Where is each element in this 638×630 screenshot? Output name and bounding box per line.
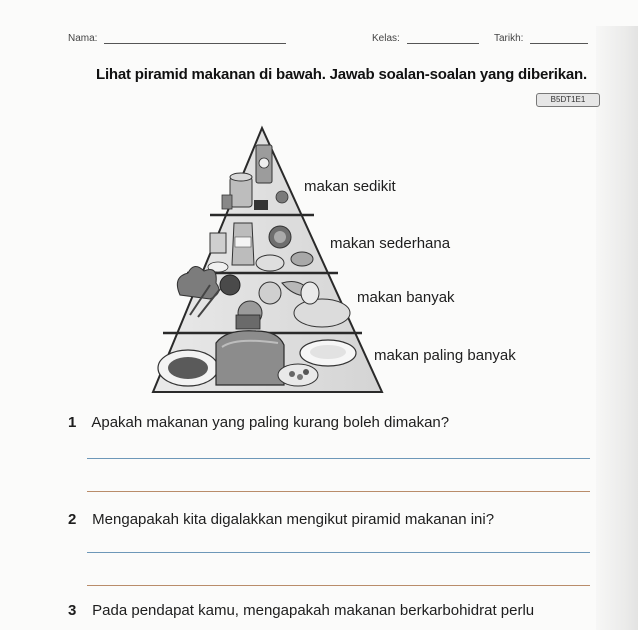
answer-line-1b[interactable] xyxy=(87,491,590,492)
answer-line-1a[interactable] xyxy=(87,458,590,459)
question-2-text: Mengapakah kita digalakkan mengikut piramid makanan ini? xyxy=(92,511,495,528)
instruction-text: Lihat piramid makanan di bawah. Jawab soalan-soalan yang diberikan. xyxy=(96,66,587,83)
answer-line-2a[interactable] xyxy=(87,552,590,553)
question-1-number: 1 xyxy=(68,414,77,431)
question-1 xyxy=(68,414,449,431)
name-line xyxy=(104,33,286,44)
level-label-1: makan sedikit xyxy=(304,178,396,195)
question-1-text: Apakah makanan yang paling kurang boleh dimakan? xyxy=(91,414,450,431)
class-field xyxy=(372,33,479,44)
question-2-number: 2 xyxy=(68,511,77,528)
name-label: Nama: xyxy=(68,33,98,44)
question-3-text: Pada pendapat kamu, mengapakah makanan berkarbohidrat perlu xyxy=(92,602,535,619)
question-3 xyxy=(68,602,534,619)
date-line xyxy=(530,33,588,44)
page-shadow xyxy=(596,26,638,630)
question-2 xyxy=(68,511,494,528)
date-field xyxy=(494,33,588,44)
code-badge: B5DT1E1 xyxy=(536,93,600,107)
answer-line-2b[interactable] xyxy=(87,585,590,586)
level-label-4: makan paling banyak xyxy=(374,347,516,364)
name-field xyxy=(68,33,286,44)
level-label-3: makan banyak xyxy=(357,289,455,306)
level-label-2: makan sederhana xyxy=(330,235,451,252)
food-pyramid xyxy=(150,125,385,395)
class-label: Kelas: xyxy=(372,33,400,44)
question-3-number: 3 xyxy=(68,602,77,619)
class-line xyxy=(407,33,479,44)
date-label: Tarikh: xyxy=(494,33,524,44)
